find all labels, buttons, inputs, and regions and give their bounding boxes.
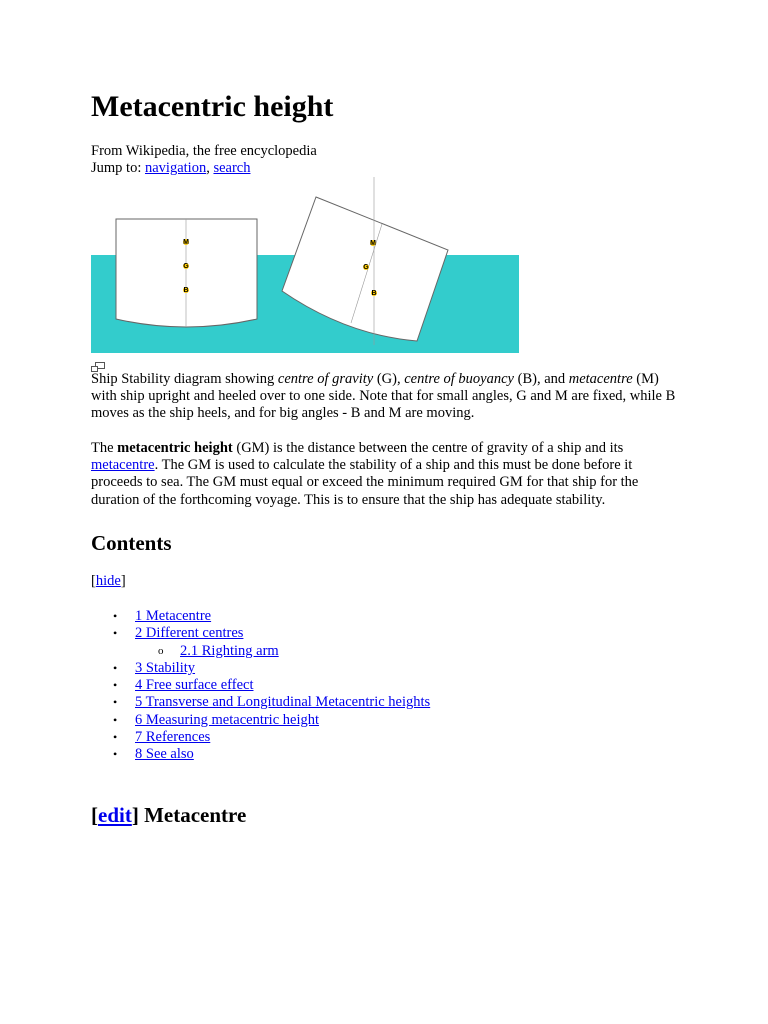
toc-bullet: •: [113, 609, 118, 623]
upright-b-label: B: [183, 287, 189, 294]
toc-link[interactable]: 5 Transverse and Longitudinal Metacentric heights: [135, 694, 431, 711]
toc-link[interactable]: 6 Measuring metacentric height: [135, 711, 320, 728]
toc-item: [91, 608, 430, 625]
toc-link[interactable]: 4 Free surface effect: [135, 677, 254, 694]
caption-text: (G),: [373, 371, 405, 387]
navigation-link[interactable]: navigation: [144, 160, 207, 176]
bracket: [: [91, 573, 96, 589]
contents-heading: Contents: [91, 531, 172, 555]
heeled-b-label: B: [371, 290, 377, 297]
bracket: ]: [131, 803, 145, 827]
toc-item: [91, 712, 430, 729]
toc-link[interactable]: 3 Stability: [135, 659, 196, 676]
upright-g-label: G: [183, 263, 189, 270]
intro-text: (GM) is the distance between the centre of gravity of a ship and its: [232, 440, 624, 456]
toc-link[interactable]: 7 References: [135, 729, 211, 746]
figure-caption: [91, 371, 681, 423]
caption-term-buoyancy: centre of buoyancy: [404, 371, 514, 387]
caption-text: (M) with ship upright and heeled over to one side. Note that for small angles, G and M are fixed, while B moves as the ship heels, and for big angles - B and M are moving.: [91, 371, 676, 422]
caption-text: Ship Stability diagram showing: [91, 371, 278, 387]
toc-bullet: •: [113, 730, 118, 745]
toc-link[interactable]: 2.1 Righting arm: [180, 642, 279, 659]
intro-text: . The GM is used to calculate the stability of a ship and this must be done before it proceeds to sea. The GM must equal or exceed the minimum required GM for that ship for the duration of the forthcoming voyage. This is to ensure that the ship has adequate stability.: [91, 457, 639, 508]
toc-item: [91, 643, 430, 660]
upright-m-label: M: [183, 239, 189, 246]
toc-item: [91, 660, 430, 677]
intro-paragraph: [91, 440, 681, 509]
toc-link[interactable]: 8 See also: [135, 746, 194, 763]
toc-item: [91, 746, 430, 763]
section-heading-metacentre: [91, 802, 246, 828]
edit-section-link[interactable]: edit: [98, 803, 132, 827]
toc-bullet: •: [113, 626, 118, 641]
metacentre-link[interactable]: metacentre: [91, 457, 155, 474]
intro-text: The: [91, 440, 118, 456]
hide-toc-link[interactable]: hide: [95, 573, 121, 589]
toc-bullet: o: [158, 644, 164, 657]
table-of-contents: [91, 608, 430, 764]
toc-bullet: •: [113, 678, 118, 693]
ship-stability-diagram[interactable]: [91, 177, 521, 357]
toc-bullet: •: [113, 747, 118, 762]
jump-prefix: Jump to:: [91, 160, 145, 176]
toc-link[interactable]: 1 Metacentre: [135, 608, 212, 624]
toc-item: [91, 677, 430, 694]
from-wikipedia-line: From Wikipedia, the free encyclopedia: [91, 143, 317, 159]
jump-to-line: [91, 160, 250, 177]
intro-bold-term: metacentric height: [117, 440, 233, 456]
caption-text: (B), and: [513, 371, 569, 387]
ship-stability-svg: [91, 177, 521, 357]
toc-toggle: [91, 573, 126, 590]
toc-bullet: •: [113, 660, 118, 675]
enlarge-icon[interactable]: [91, 359, 105, 369]
search-link[interactable]: search: [213, 160, 251, 176]
toc-bullet: •: [113, 712, 118, 727]
toc-link[interactable]: 2 Different centres: [135, 625, 244, 642]
toc-item: [91, 729, 430, 746]
heeled-g-label: G: [363, 264, 369, 271]
section-title: Metacentre: [144, 803, 247, 827]
heeled-m-label: M: [370, 240, 376, 247]
toc-item: [91, 625, 430, 642]
bracket: [: [91, 803, 98, 827]
toc-bullet: •: [113, 695, 118, 710]
bracket: ]: [120, 573, 126, 589]
toc-item: [91, 694, 430, 711]
jump-separator: ,: [206, 160, 214, 176]
caption-term-metacentre: metacentre: [568, 371, 633, 387]
upright-hull: [116, 219, 257, 327]
page-title: Metacentric height: [91, 90, 334, 123]
caption-term-gravity: centre of gravity: [277, 371, 374, 387]
